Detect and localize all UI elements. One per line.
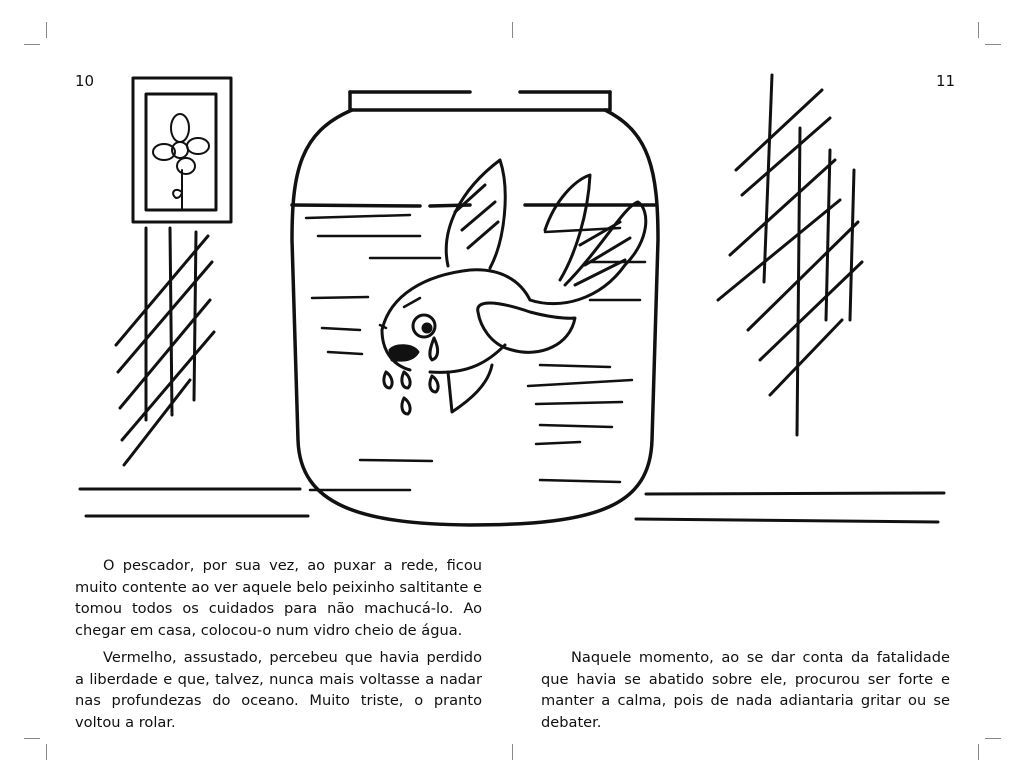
page-number-right: 11 (936, 72, 956, 90)
crop-mark-bottom-left-h (24, 738, 40, 739)
picture-frame (133, 78, 231, 222)
left-paragraph-1: O pescador, por sua vez, ao puxar a rede, ficou muito contente ao ver aquele belo peixinho saltitante e tomou todos os cuidados para não machucá-lo. Ao chegar em casa, colocou-o num vidro cheio de água. (75, 557, 482, 639)
page-number-left: 10 (75, 72, 95, 90)
left-wall-scribble (116, 228, 214, 465)
floor-lines (80, 489, 944, 522)
crop-mark-bottom-right-v (978, 744, 979, 760)
fish (380, 160, 646, 414)
crop-mark-bottom-left-v (46, 744, 47, 760)
glass-jar (292, 92, 658, 525)
crop-mark-bottom-right-h (985, 738, 1001, 739)
right-paragraph-1: Naquele momento, ao se dar conta da fatalidade que havia se abatido sobre ele, procurou ser forte e manter a calma, pois de nada adiantaria gritar ou se debater. (541, 649, 950, 731)
right-wall-scribble (718, 75, 862, 435)
water-ripples (306, 215, 645, 490)
left-paragraph-2: Vermelho, assustado, percebeu que havia perdido a liberdade e que, talvez, nunca mais voltasse a nadar nas profundezas do oceano. Muito triste, o pranto voltou a rolar. (75, 649, 482, 731)
crop-mark-bottom-center (512, 744, 513, 760)
